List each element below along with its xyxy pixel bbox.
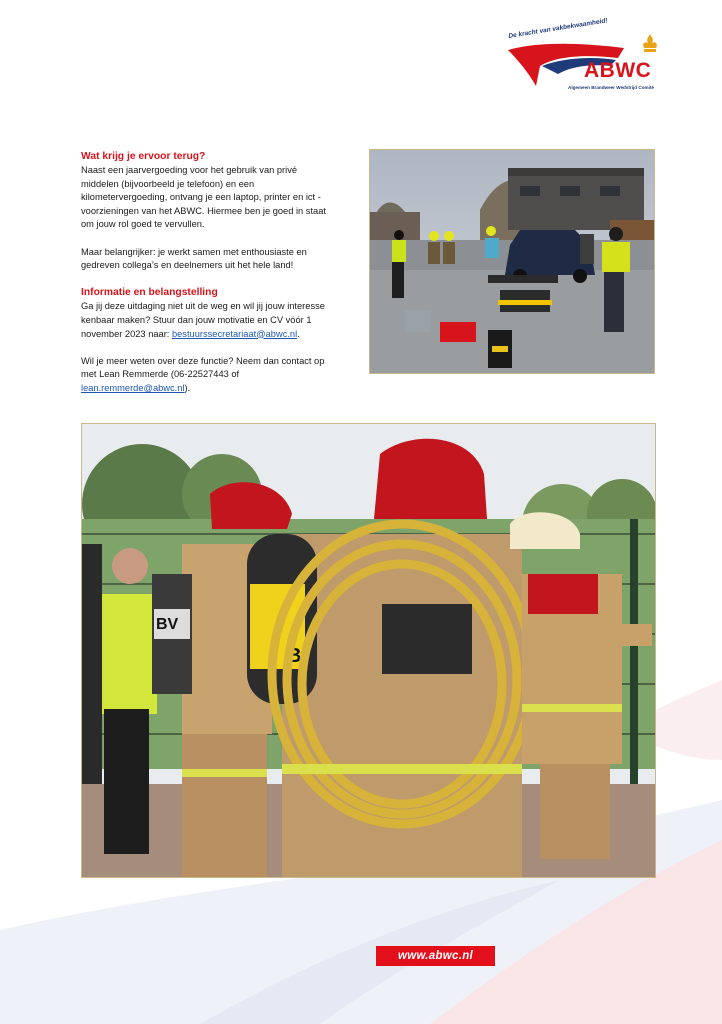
text-line: Maar belangrijker: je werkt samen met enthousiaste en xyxy=(81,246,307,257)
email-link-contact[interactable]: lean.remmerde@abwc.nl xyxy=(81,382,185,393)
heading-compensation: Wat krijg je ervoor terug? xyxy=(81,151,206,162)
text-line: gedreven collega’s en deelnemers uit het hele land! xyxy=(81,260,294,271)
photo-rescue-exercise xyxy=(369,149,655,374)
text-fragment: . xyxy=(297,328,300,339)
text-line: Naast een jaarvergoeding voor het gebruik van privé xyxy=(81,165,298,175)
crown-flame-icon xyxy=(638,32,662,56)
text-line: voorzieningen van het ABWC. Hiermee ben je goed in staat xyxy=(81,205,326,216)
tank-label: BV xyxy=(156,616,179,633)
text-line: kilometervergoeding, ontvang je een laptop, printer en ict - xyxy=(81,192,321,203)
text-line: middelen (bijvoorbeeld je telefoon) en een xyxy=(81,178,255,189)
compensation-paragraph xyxy=(81,164,357,232)
tank-label: B xyxy=(287,645,302,667)
photo-firefighters xyxy=(81,423,656,878)
text-fragment: november 2023 naar: xyxy=(81,328,172,339)
information-paragraph xyxy=(81,300,357,341)
text-line: Wil je meer weten over deze functie? Neem dan contact op xyxy=(81,355,325,366)
text-line: om jouw rol goed te vervullen. xyxy=(81,219,205,230)
contact-paragraph xyxy=(81,355,357,396)
email-link-secretariat[interactable]: bestuurssecretariaat@abwc.nl xyxy=(171,328,298,339)
logo-tagline: De kracht van vakbekwaamheid! xyxy=(508,17,608,40)
text-column xyxy=(81,150,357,409)
abwc-logo xyxy=(506,17,666,96)
text-line: met Lean Remmerde (06-22527443 of xyxy=(81,369,240,380)
teamwork-paragraph xyxy=(81,246,357,273)
logo-name: ABWC xyxy=(584,59,652,82)
website-link[interactable]: www.abwc.nl xyxy=(376,946,495,966)
text-line: Ga jij deze uitdaging niet uit de weg en wil jij jouw interesse xyxy=(81,301,325,312)
logo-subtitle: Algemeen Brandweer Wedstrijd Comité xyxy=(568,85,654,90)
text-line xyxy=(81,328,357,342)
heading-information: Informatie en belangstelling xyxy=(81,287,218,299)
text-line xyxy=(81,382,357,396)
text-fragment: ). xyxy=(184,382,191,393)
text-line: kenbaar maken? Stuur dan jouw motivatie en CV vóór 1 xyxy=(81,314,312,325)
